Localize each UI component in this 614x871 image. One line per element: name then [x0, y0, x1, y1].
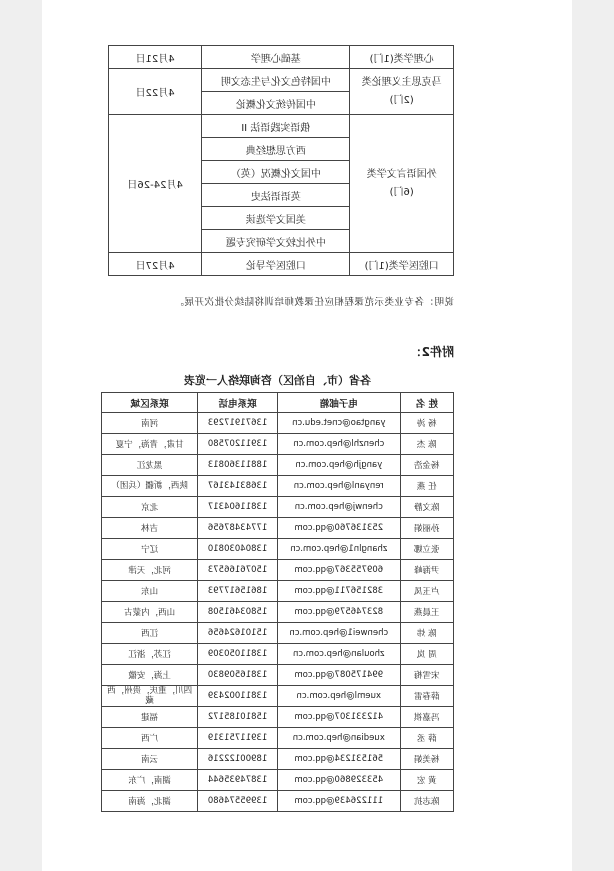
table-row: [102, 602, 454, 623]
table-row: [102, 560, 454, 581]
course-cell: 英语语法史: [202, 184, 350, 207]
category-cell: 外国语言文学类 (6门): [350, 115, 454, 253]
contact-email: 382156711@qq.com: [277, 581, 400, 602]
table-row: [109, 69, 454, 92]
contact-region: 黑龙江: [102, 455, 198, 476]
contact-phone: 13683143167: [198, 476, 278, 497]
contact-email: 823746579@qq.com: [277, 602, 400, 623]
contact-name: 杨美娟: [400, 749, 453, 770]
contact-name: 尹海峰: [400, 560, 453, 581]
table-row: [102, 686, 454, 707]
contact-email: xuedian@hep.com.cn: [277, 728, 400, 749]
date-cell: 4月21日: [109, 46, 202, 69]
contact-phone: 15810185172: [198, 707, 278, 728]
mirrored-scan: [42, 0, 572, 871]
table-row: [102, 665, 454, 686]
date-cell: 4月27日: [109, 253, 202, 276]
table-row: [102, 581, 454, 602]
table-row: [102, 644, 454, 665]
contact-region: 上海，安徽: [102, 665, 198, 686]
contact-email: renyanl@hep.com.cn: [277, 476, 400, 497]
table-row: [102, 497, 454, 518]
contact-email: 609755367@qq.com: [277, 560, 400, 581]
contact-name: 张立娜: [400, 539, 453, 560]
contact-email: 253136760@qq.com: [277, 518, 400, 539]
contact-region: 广西: [102, 728, 198, 749]
contact-region: 陕西，新疆（兵团）: [102, 476, 198, 497]
contact-name: 陈 杰: [400, 434, 453, 455]
contact-name: 宋雪梅: [400, 665, 453, 686]
course-cell: 中国文化概况（英）: [202, 161, 350, 184]
table-row: [102, 518, 454, 539]
table-row: [102, 770, 454, 791]
contact-region: 河北，天津: [102, 560, 198, 581]
contact-region: 江苏，浙江: [102, 644, 198, 665]
course-cell: 俄语实践语法 II: [202, 115, 350, 138]
contact-phone: 15803461508: [198, 602, 278, 623]
header-region: 联系区域: [102, 393, 198, 413]
table-header-row: [102, 393, 454, 413]
table-row: [102, 455, 454, 476]
contact-email: yangtao@cnet.edu.cn: [277, 413, 400, 434]
contact-email: 561531234@qq.com: [277, 749, 400, 770]
contact-name: 王晨燕: [400, 602, 453, 623]
contact-email: chenwei1@hep.com.cn: [277, 623, 400, 644]
course-cell: 中国传统文化概论: [202, 92, 350, 115]
table-row: [109, 46, 454, 69]
contact-name: 陈文静: [400, 497, 453, 518]
contact-phone: 17743487656: [198, 518, 278, 539]
table-row: [102, 413, 454, 434]
contact-phone: 13811002439: [198, 686, 278, 707]
contact-name: 陈 炜: [400, 623, 453, 644]
course-cell: 中外比较文学研究专题: [202, 230, 350, 253]
contact-name: 薛春雷: [400, 686, 453, 707]
contact-phone: 13995574680: [198, 791, 278, 812]
contact-region: 湖南，广东: [102, 770, 198, 791]
contact-region: 福建: [102, 707, 198, 728]
table-row: [109, 115, 454, 138]
contact-region: 云南: [102, 749, 198, 770]
contact-region: 辽宁: [102, 539, 198, 560]
contacts-body: [102, 413, 454, 812]
contact-phone: 13811604317: [198, 497, 278, 518]
schedule-note: 说明：各专业类示范课程相应任课教师培训将陆续分批次开展。: [173, 297, 454, 308]
contact-phone: 13911207580: [198, 434, 278, 455]
date-cell: 4月22日: [109, 69, 202, 115]
category-cell: 口腔医学类(1门): [350, 253, 454, 276]
table-row: [102, 539, 454, 560]
contact-region: 北京: [102, 497, 198, 518]
contact-region: 湖北，海南: [102, 791, 198, 812]
contact-name: 周 岚: [400, 644, 453, 665]
course-cell: 中国特色文化与生态文明: [202, 69, 350, 92]
course-cell: 西方思想经典: [202, 138, 350, 161]
contact-name: 孙丽娟: [400, 518, 453, 539]
contact-phone: 18900122216: [198, 749, 278, 770]
contact-region: 吉林: [102, 518, 198, 539]
contact-phone: 13811050309: [198, 644, 278, 665]
contact-email: 412331307@qq.com: [277, 707, 400, 728]
document-page: [42, 0, 572, 871]
course-cell: 美国文学选读: [202, 207, 350, 230]
contact-phone: 15101624656: [198, 623, 278, 644]
contact-name: 杨 涛: [400, 413, 453, 434]
header-email: 电子邮箱: [277, 393, 400, 413]
contact-email: xueml@hep.com.cn: [277, 686, 400, 707]
contact-region: 山西，内蒙古: [102, 602, 198, 623]
contact-phone: 13816509830: [198, 665, 278, 686]
table-row: [102, 791, 454, 812]
contact-phone: 13911751319: [198, 728, 278, 749]
table-row: [102, 707, 454, 728]
contact-region: 山东: [102, 581, 198, 602]
table-row: [102, 434, 454, 455]
contact-region: 甘肃，青海，宁夏: [102, 434, 198, 455]
contact-name: 陈志抗: [400, 791, 453, 812]
contact-region: 河南: [102, 413, 198, 434]
table-row: [102, 749, 454, 770]
contact-email: 453329860@qq.com: [277, 770, 400, 791]
contacts-title: 各省（市、自治区）咨询联络人一览表: [184, 374, 371, 387]
course-schedule-table: [108, 45, 454, 276]
contacts-table: [101, 392, 454, 812]
course-cell: 口腔医学导论: [202, 253, 350, 276]
date-cell: 4月24-26日: [109, 115, 202, 253]
contact-email: 111226439@qq.com: [277, 791, 400, 812]
table-row: [102, 728, 454, 749]
table-row: [102, 476, 454, 497]
contact-email: 994175087@qq.com: [277, 665, 400, 686]
contact-email: chenwj@hep.com.cn: [277, 497, 400, 518]
header-phone: 联系电话: [198, 393, 278, 413]
contact-phone: 13874935644: [198, 770, 278, 791]
attachment-label: 附件2：: [409, 345, 454, 359]
contact-name: 卢玉凤: [400, 581, 453, 602]
contact-email: chenzhl@hep.com.cn: [277, 434, 400, 455]
contact-email: yangjh@hep.com.cn: [277, 455, 400, 476]
contact-phone: 15076166573: [198, 560, 278, 581]
category-cell: 马克思主义理论类 (2门): [350, 69, 454, 115]
table-row: [102, 623, 454, 644]
contact-region: 四川，重庆，贵州，西藏: [102, 686, 198, 707]
contact-name: 冯嘉祺: [400, 707, 453, 728]
contact-phone: 13804030810: [198, 539, 278, 560]
contact-name: 薛 丞: [400, 728, 453, 749]
contact-email: zhoulan@hep.com.cn: [277, 644, 400, 665]
category-cell: 心理学类(1门): [350, 46, 454, 69]
contact-name: 任 燕: [400, 476, 453, 497]
contact-name: 杨金浩: [400, 455, 453, 476]
contact-phone: 18811360813: [198, 455, 278, 476]
header-name: 姓 名: [400, 393, 453, 413]
contact-region: 江西: [102, 623, 198, 644]
contact-name: 黄 宏: [400, 770, 453, 791]
table-row: [109, 253, 454, 276]
contact-email: zhangln1@hep.com.cn: [277, 539, 400, 560]
contact-phone: 18615617793: [198, 581, 278, 602]
contact-phone: 13671917293: [198, 413, 278, 434]
course-cell: 基础心理学: [202, 46, 350, 69]
